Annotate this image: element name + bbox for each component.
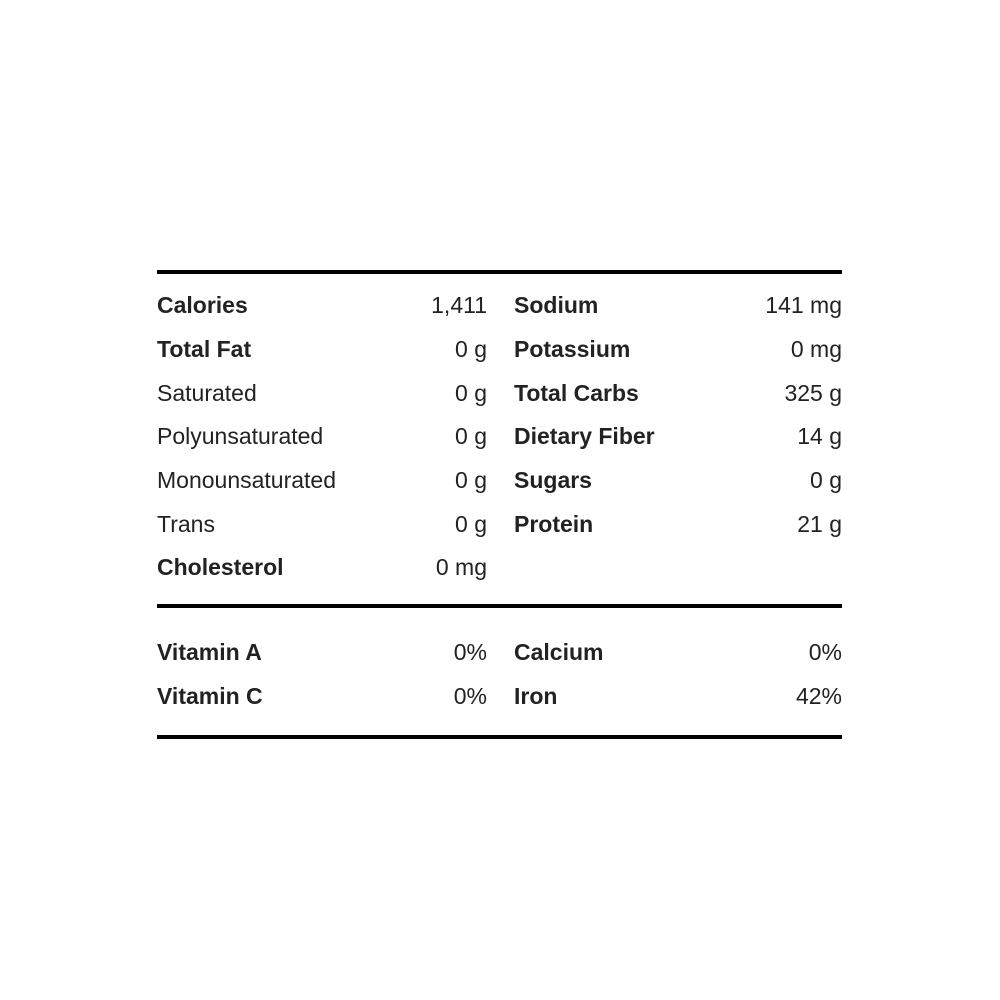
row-label: Trans (157, 510, 215, 537)
row-value: 0 g (455, 467, 487, 494)
vitamins-section (157, 608, 842, 735)
row-value: 0 g (810, 467, 842, 494)
vitamins-left-column (157, 631, 487, 718)
row-value: 0% (808, 639, 842, 666)
row-value: 1,411 (431, 292, 487, 319)
nutrient-row (512, 371, 842, 415)
row-label: Sodium (514, 292, 599, 319)
nutrient-row (157, 328, 487, 372)
row-value: 0 g (455, 336, 487, 363)
row-label: Saturated (157, 379, 257, 406)
vitamins-right-column (512, 631, 842, 718)
nutrients-section (157, 274, 842, 604)
row-label: Calcium (514, 639, 604, 666)
row-value: 0 g (455, 379, 487, 406)
row-label: Monounsaturated (157, 467, 337, 494)
nutrient-row (157, 371, 487, 415)
row-label: Iron (514, 682, 558, 709)
row-value: 0 mg (790, 336, 842, 363)
row-label: Dietary Fiber (514, 423, 655, 450)
nutrient-row (512, 459, 842, 503)
row-label: Cholesterol (157, 554, 284, 581)
row-label: Potassium (514, 336, 631, 363)
row-value: 0% (453, 639, 487, 666)
bottom-divider (157, 735, 842, 739)
nutrient-row (512, 284, 842, 328)
nutrient-row (157, 415, 487, 459)
nutrient-row (157, 459, 487, 503)
row-label: Sugars (514, 467, 592, 494)
row-label: Protein (514, 510, 594, 537)
row-value: 14 g (797, 423, 842, 450)
row-value: 42% (795, 682, 842, 709)
nutrition-facts-panel (157, 270, 842, 739)
row-label: Polyunsaturated (157, 423, 324, 450)
row-value: 0 mg (435, 554, 487, 581)
row-value: 21 g (797, 510, 842, 537)
vitamin-row (512, 675, 842, 719)
row-value: 0% (453, 682, 487, 709)
vitamin-row (157, 675, 487, 719)
row-label: Vitamin C (157, 682, 263, 709)
row-label: Total Fat (157, 336, 252, 363)
nutrient-row (512, 502, 842, 546)
nutrient-row (157, 502, 487, 546)
nutrient-row (512, 328, 842, 372)
row-value: 0 g (455, 510, 487, 537)
row-label: Vitamin A (157, 639, 262, 666)
nutrients-left-column (157, 284, 487, 590)
nutrient-row (512, 415, 842, 459)
row-label: Total Carbs (514, 379, 639, 406)
row-label: Calories (157, 292, 248, 319)
vitamin-row (512, 631, 842, 675)
nutrient-row (157, 546, 487, 590)
nutrients-right-column (512, 284, 842, 590)
row-value: 0 g (455, 423, 487, 450)
row-value: 141 mg (765, 292, 842, 319)
row-value: 325 g (784, 379, 842, 406)
vitamin-row (157, 631, 487, 675)
nutrient-row (157, 284, 487, 328)
